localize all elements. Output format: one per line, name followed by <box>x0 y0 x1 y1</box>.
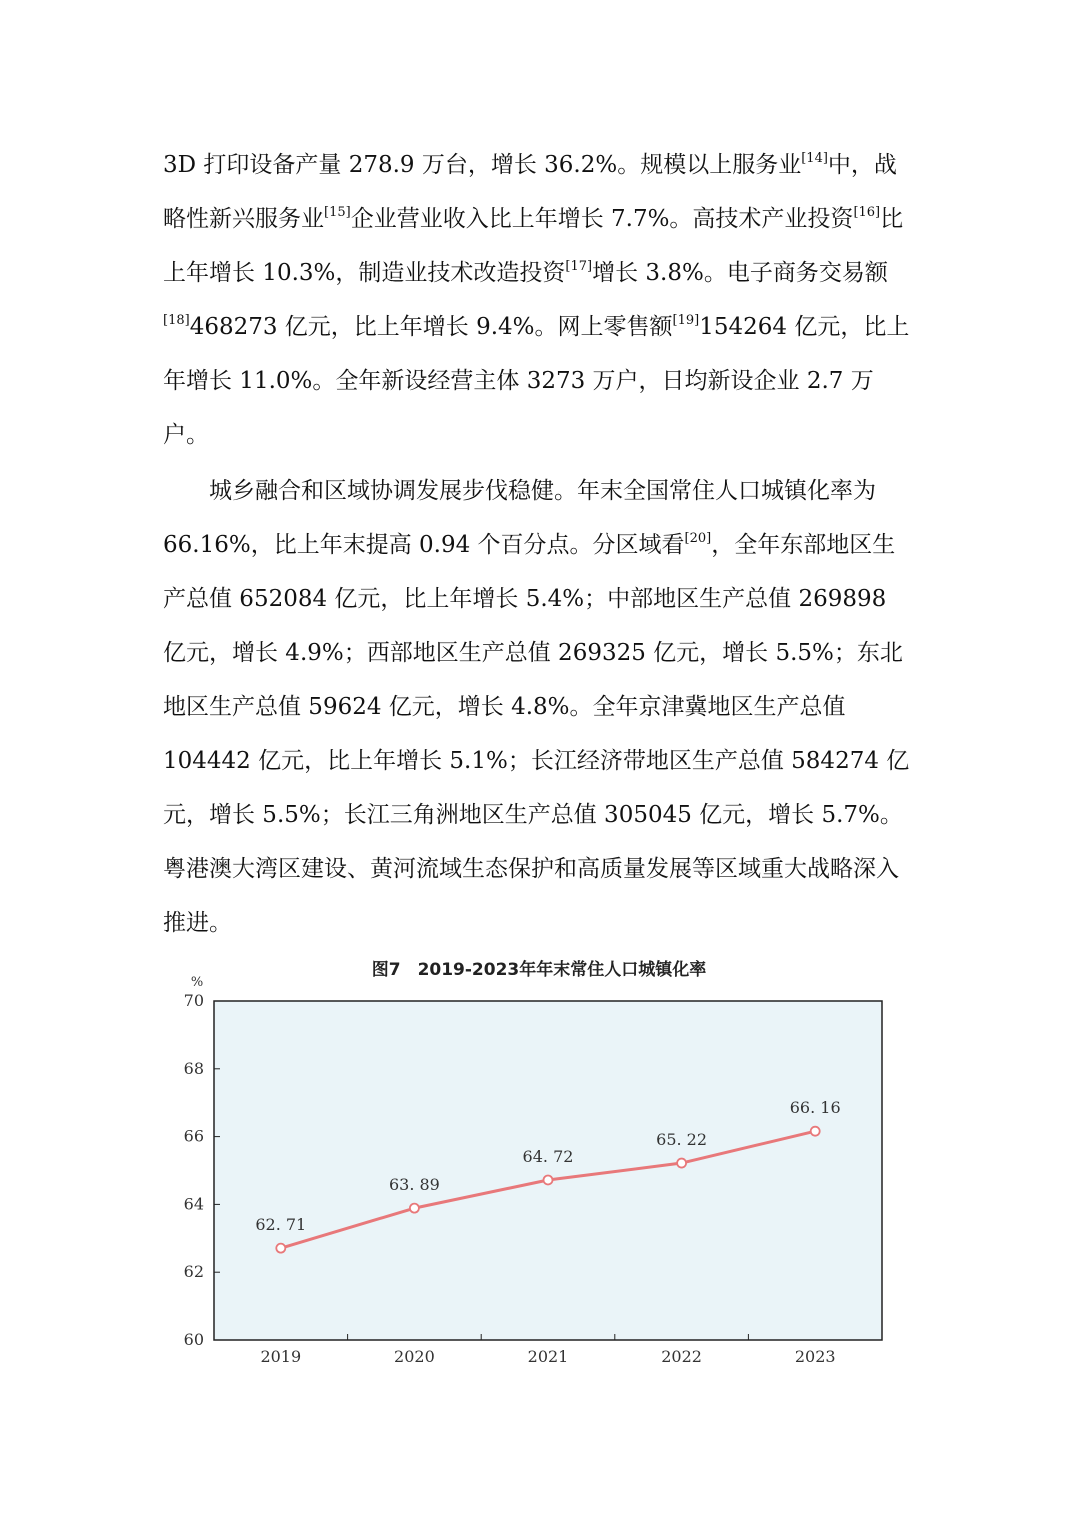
paragraph-text: 中，战略性新兴服务业 <box>163 152 897 232</box>
footnote-ref: [16] <box>853 205 881 220</box>
paragraph-text: 3D 打印设备产量 278.9 万台，增长 36.2%。规模以上服务业 <box>163 152 802 178</box>
y-tick-label: 62 <box>183 1262 204 1282</box>
plot-area <box>214 1001 882 1340</box>
y-tick-label: 66 <box>183 1126 204 1146</box>
y-tick-label: 68 <box>183 1058 204 1078</box>
data-point <box>811 1127 820 1136</box>
footnote-ref: [14] <box>801 151 828 166</box>
y-tick-label: 60 <box>183 1330 204 1349</box>
x-tick-label: 2019 <box>260 1347 302 1366</box>
footnote-ref: [18] <box>163 313 190 328</box>
x-tick-label: 2021 <box>527 1347 569 1366</box>
paragraph-text: 比上年增长 10.3%，制造业技术改造投资 <box>163 206 904 286</box>
paragraph-text: ，全年东部地区生产总值 652084 亿元，比上年增长 5.4%；中部地区生产总值 269898 亿元，增长 4.9%；西部地区生产总值 269325 亿元，增长 5.5%；东北地区生产总值 59624 亿元，增长 4.8%。全年京津冀地区生产总值 104442 亿元，比上年增长 5.1%；长江经济带地区生产总值 584274 亿元，增长 5.5%；长江三角洲地区生产总值 305045 亿元，增长 5.7%。粤港澳大湾区建设、黄河流域生态保护和高质量发展等区域重大战略深入推进。 <box>163 532 910 936</box>
y-tick-label: 70 <box>183 991 204 1010</box>
data-point <box>276 1244 285 1253</box>
data-point <box>677 1159 686 1168</box>
data-label: 66. 16 <box>789 1098 841 1118</box>
data-label: 65. 22 <box>656 1130 708 1150</box>
data-label: 62. 71 <box>255 1215 307 1235</box>
x-tick-label: 2020 <box>394 1347 435 1366</box>
y-axis-unit: % <box>190 975 204 990</box>
paragraph-text: 增长 3.8%。电子商务交易额 <box>592 260 888 286</box>
data-label: 64. 72 <box>522 1146 574 1166</box>
x-tick-label: 2022 <box>661 1347 702 1366</box>
paragraph-text: 城乡融合和区域协调发展步伐稳健。年末全国常住人口城镇化率为 66.16%，比上年末提高 0.94 个百分点。分区域看 <box>163 478 876 558</box>
x-tick-label: 2023 <box>794 1347 836 1366</box>
paragraph-text: 468273 亿元，比上年增长 9.4%。网上零售额 <box>189 314 673 340</box>
paragraph-2 <box>163 464 915 950</box>
footnote-ref: [17] <box>565 259 593 274</box>
data-point <box>544 1175 553 1184</box>
chart-title: 图7 2019-2023年年末常住人口城镇化率 <box>371 960 707 980</box>
footnote-ref: [20] <box>684 531 712 546</box>
paragraph-1 <box>163 138 915 462</box>
paragraph-text: 154264 亿元，比上年增长 11.0%。全年新设经营主体 3273 万户，日均新设企业 2.7 万户。 <box>163 314 910 448</box>
y-tick-label: 64 <box>183 1194 204 1214</box>
footnote-ref: [15] <box>324 205 351 220</box>
paragraph-text: 企业营业收入比上年增长 7.7%。高技术产业投资 <box>350 206 854 232</box>
line-chart <box>160 968 900 1388</box>
footnote-ref: [19] <box>672 313 700 328</box>
data-label: 63. 89 <box>388 1175 440 1195</box>
data-point <box>410 1204 419 1213</box>
